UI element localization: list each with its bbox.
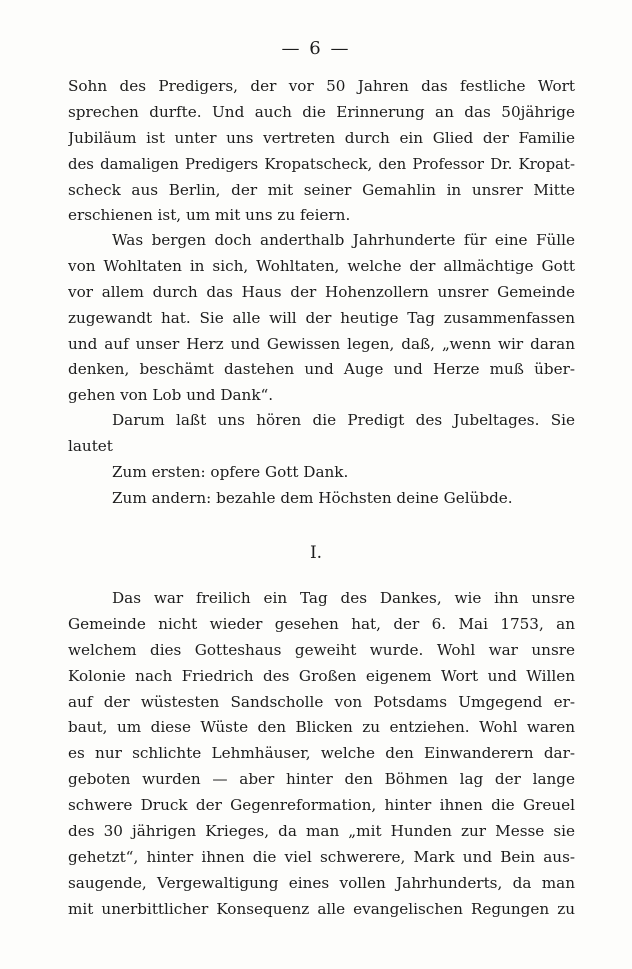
paragraph-line: saugende, Vergewaltigung eines vollen Jahrhunderts, da man bbox=[68, 873, 575, 892]
paragraph-line: des damaligen Predigers Kropatscheck, den Professor Dr. Kropat- bbox=[68, 154, 575, 173]
paragraph-line: lautet bbox=[68, 436, 113, 455]
paragraph-3 bbox=[68, 408, 575, 460]
paragraph-line: erschienen ist, um mit uns zu feiern. bbox=[68, 206, 351, 225]
paragraph-line: gehen von Lob und Dank“. bbox=[68, 386, 274, 405]
sermon-point: Zum ersten: opfere Gott Dank. bbox=[112, 463, 349, 481]
paragraph-line: sprechen durfte. Und auch die Erinnerung an das 50jährige bbox=[68, 102, 575, 121]
paragraph-line: Sohn des Predigers, der vor 50 Jahren das festliche Wort bbox=[68, 77, 575, 95]
paragraph-line: es nur schlichte Lehmhäuser, welche den Einwanderern dar- bbox=[68, 744, 575, 763]
paragraph-line: Das war freilich ein Tag des Dankes, wie ihn unsre bbox=[112, 589, 575, 607]
paragraph-4 bbox=[68, 586, 575, 923]
paragraph-line: Darum laßt uns hören die Predigt des Jubeltages. Sie bbox=[112, 411, 575, 429]
paragraph-line: auf der wüstesten Sandscholle von Potsdams Umgegend er- bbox=[68, 692, 575, 711]
paragraph-2 bbox=[68, 228, 575, 409]
paragraph-1 bbox=[68, 74, 575, 229]
sermon-points bbox=[68, 460, 575, 512]
paragraph-line: des 30 jährigen Krieges, da man „mit Hunden zur Messe sie bbox=[68, 822, 575, 841]
paragraph-line: Was bergen doch anderthalb Jahrhunderte für eine Fülle bbox=[112, 231, 575, 249]
page-number: — 6 — bbox=[281, 38, 351, 59]
paragraph-line: schwere Druck der Gegenreformation, hinter ihnen die Greuel bbox=[68, 796, 575, 815]
paragraph-line: zugewandt hat. Sie alle will der heutige Tag zusammenfassen bbox=[68, 308, 575, 327]
paragraph-line: Gemeinde nicht wieder gesehen hat, der 6. Mai 1753, an bbox=[68, 614, 575, 633]
paragraph-line: welchem dies Gotteshaus geweiht wurde. Wohl war unsre bbox=[68, 640, 575, 659]
paragraph-line: scheck aus Berlin, der mit seiner Gemahlin in unsrer Mitte bbox=[68, 180, 575, 199]
paragraph-line: denken, beschämt dastehen und Auge und Herze muß über- bbox=[68, 360, 575, 379]
paragraph-line: baut, um diese Wüste den Blicken zu entziehen. Wohl waren bbox=[68, 718, 575, 737]
paragraph-line: Jubiläum ist unter uns vertreten durch ein Glied der Familie bbox=[68, 128, 575, 147]
paragraph-line: gehetzt“, hinter ihnen die viel schwerere, Mark und Bein aus- bbox=[68, 847, 575, 866]
paragraph-line: und auf unser Herz und Gewissen legen, daß, „wenn wir daran bbox=[68, 334, 575, 353]
sermon-point: Zum andern: bezahle dem Höchsten deine Gelübde. bbox=[112, 488, 513, 507]
paragraph-line: Kolonie nach Friedrich des Großen eigenem Wort und Willen bbox=[68, 666, 575, 685]
paragraph-line: von Wohltaten in sich, Wohltaten, welche der allmächtige Gott bbox=[68, 256, 575, 275]
paragraph-line: geboten wurden — aber hinter den Böhmen lag der lange bbox=[68, 770, 575, 789]
paragraph-line: mit unerbittlicher Konsequenz alle evangelischen Regungen zu bbox=[68, 899, 575, 918]
paragraph-line: vor allem durch das Haus der Hohenzollern unsrer Gemeinde bbox=[68, 282, 575, 301]
section-heading: I. bbox=[309, 543, 323, 563]
